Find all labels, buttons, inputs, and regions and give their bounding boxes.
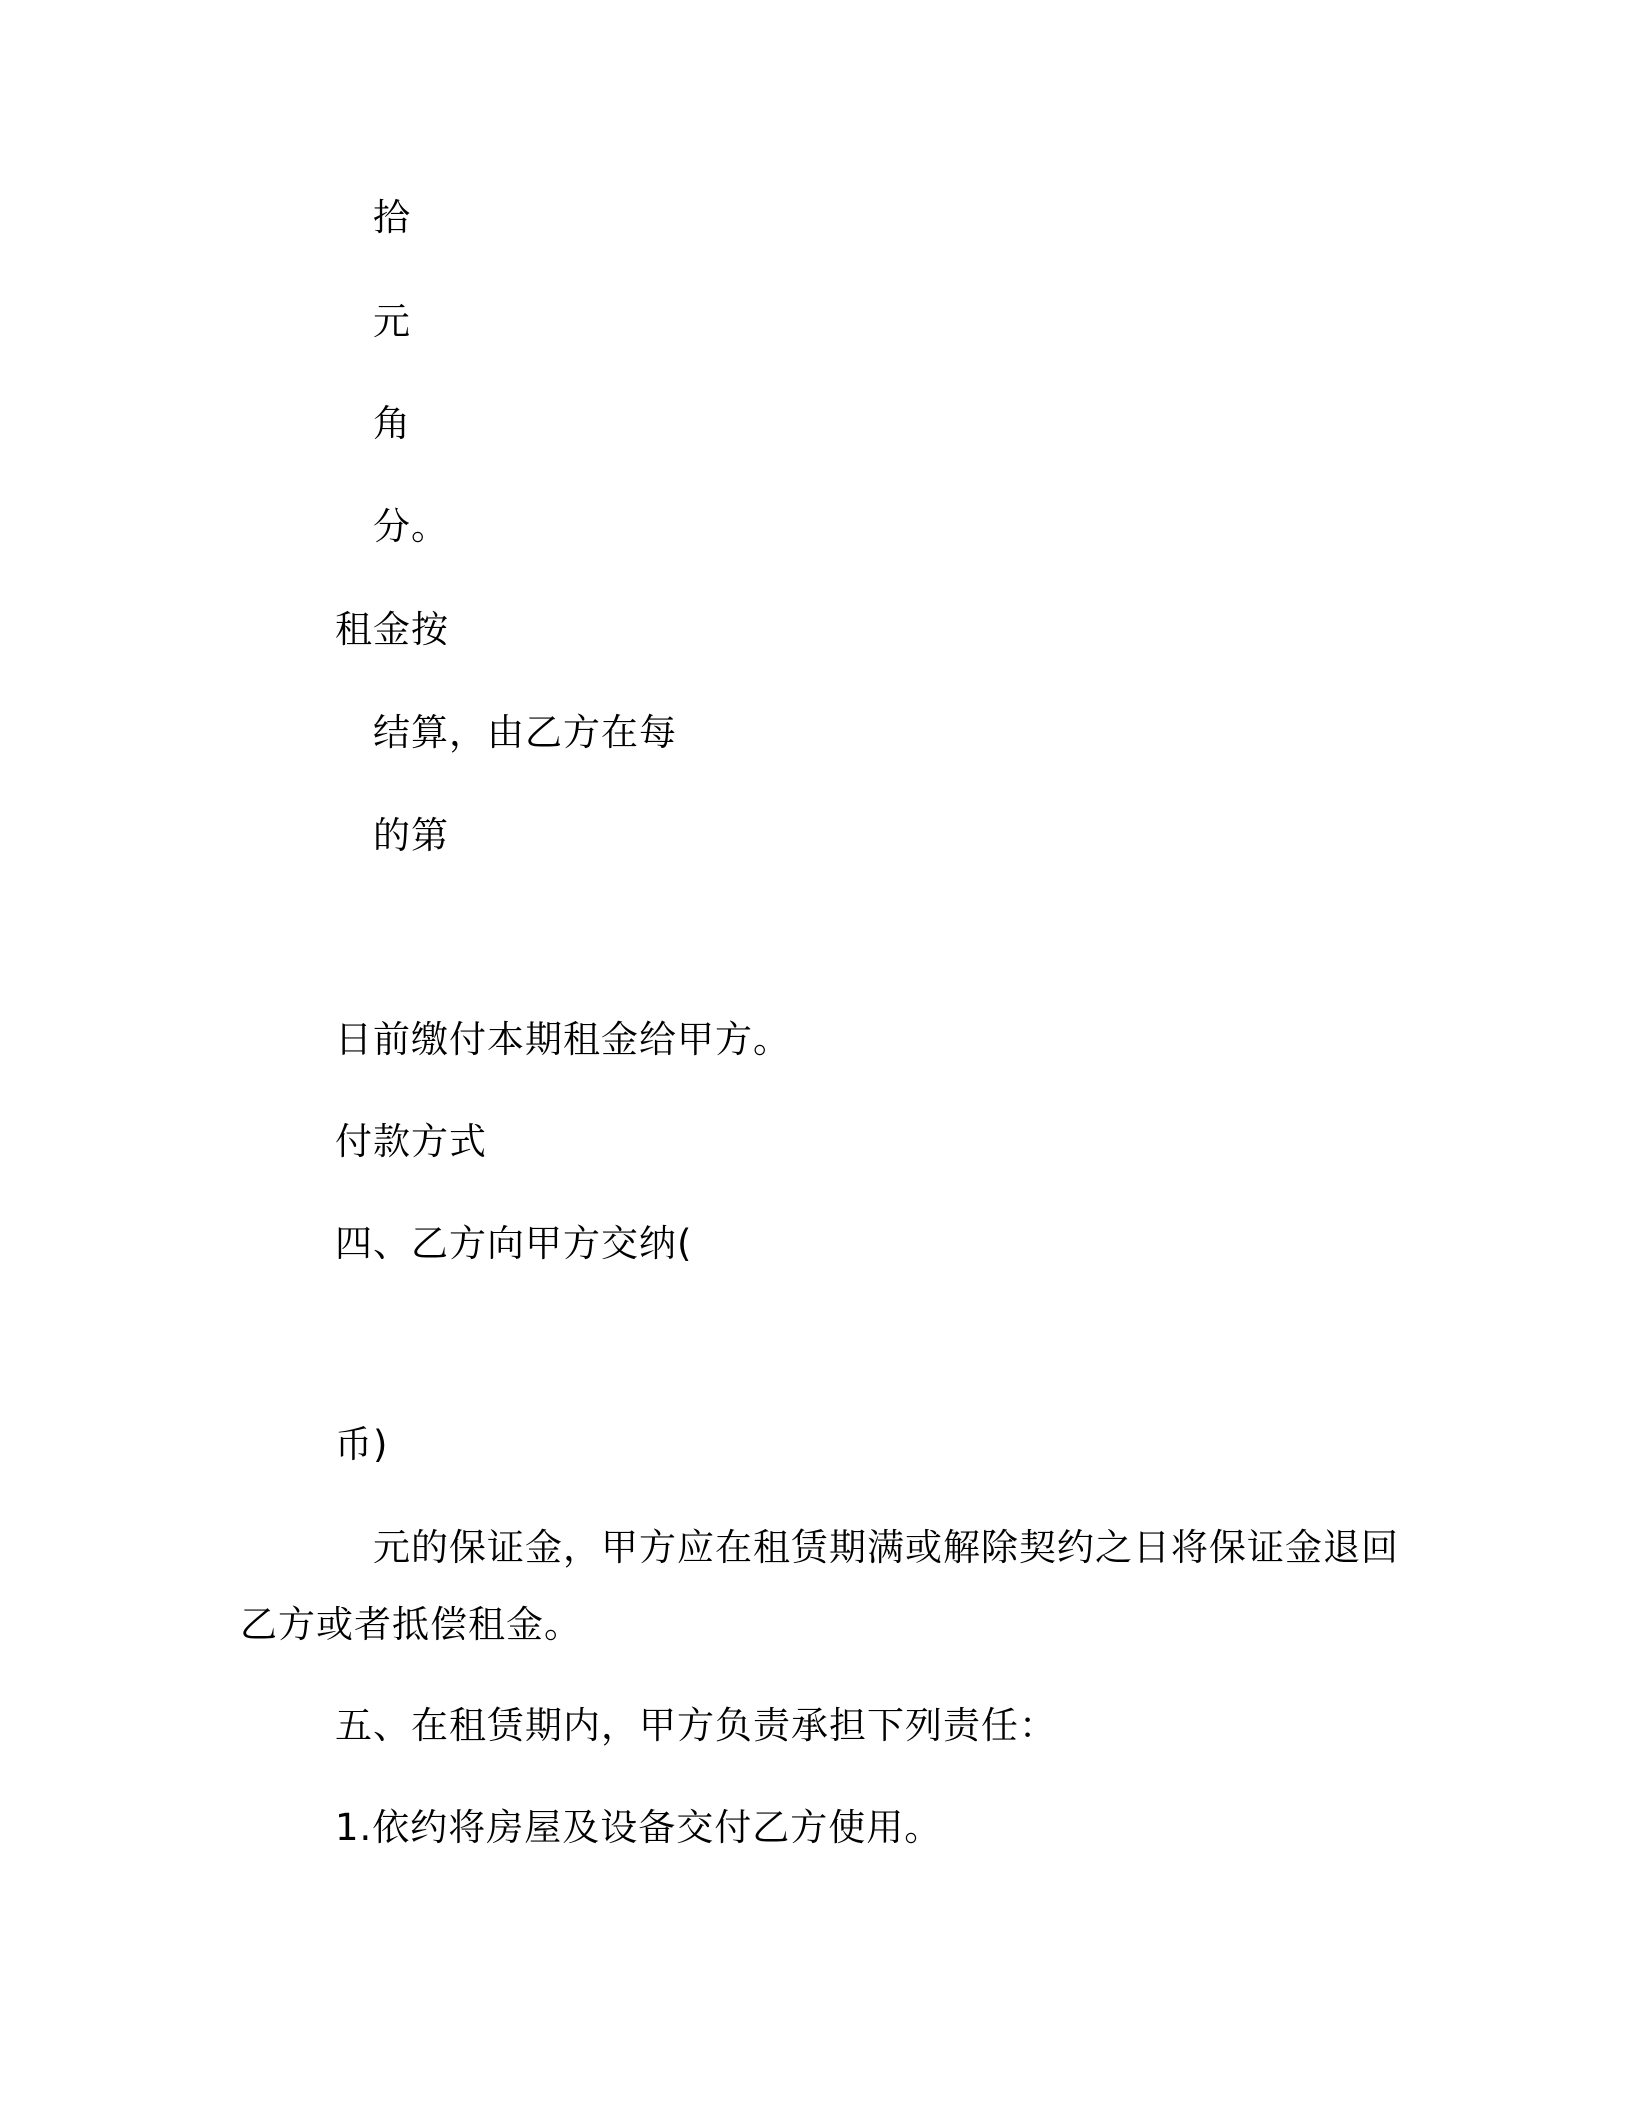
text-line: 拾 — [373, 196, 411, 239]
text-line: 四、乙方向甲方交纳( — [335, 1222, 693, 1265]
text-line: 的第 — [373, 814, 449, 857]
text-line: 元的保证金，甲方应在租赁期满或解除契约之日将保证金退回 — [373, 1526, 1399, 1569]
text-line: 乙方或者抵偿租金。 — [240, 1603, 582, 1646]
text-line: 结算，由乙方在每 — [373, 711, 677, 754]
text-line: 五、在租赁期内，甲方负责承担下列责任： — [335, 1704, 1057, 1747]
text-line: 元 — [373, 300, 411, 343]
text-line: 币) — [335, 1423, 389, 1466]
text-line: 分。 — [373, 505, 449, 548]
text-line: 1.依约将房屋及设备交付乙方使用。 — [335, 1806, 943, 1849]
text-line: 角 — [373, 402, 411, 445]
text-line: 日前缴付本期租金给甲方。 — [335, 1018, 791, 1061]
text-line: 付款方式 — [335, 1120, 487, 1163]
text-line: 租金按 — [335, 608, 449, 651]
